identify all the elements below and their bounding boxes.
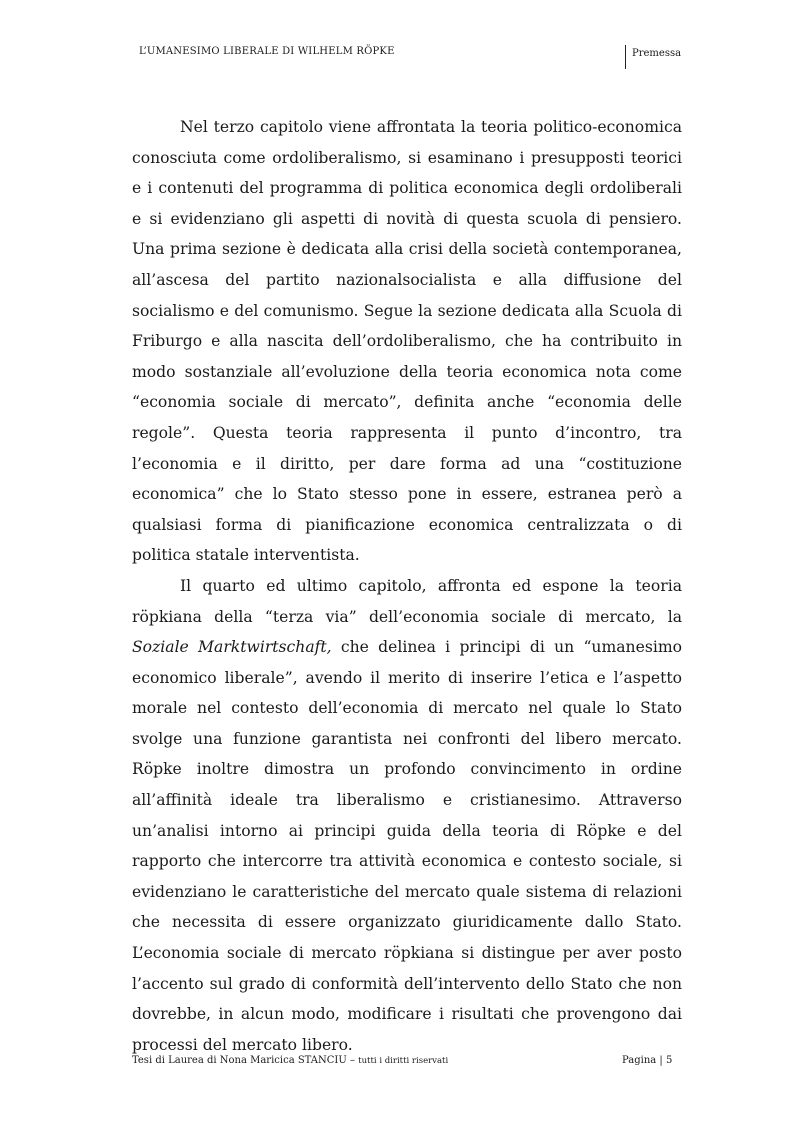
body-text — [132, 112, 682, 1060]
paragraph-2-end: che delinea i principi di un “umanesimo economico liberale”, avendo il merito di inserire l’etica e l’aspetto morale nel contesto dell’economia di mercato nel quale lo Stato svolge una funzione garantista nei confronti del libero mercato. Röpke inoltre dimostra un profondo convincimento in ordine all’affinità ideale tra liberalismo e cristianesimo. Attraverso un’analisi intorno ai principi guida della teoria di Röpke e del rapporto che intercorre tra attività economica e contesto sociale, si evidenziano le caratteristiche del mercato quale sistema di relazioni che necessita di essere organizzato giuridicamente dallo Stato. L’economia sociale di mercato röpkiana si distingue per aver posto l’accento sul grado di conformità dell’intervento dello Stato che non dovrebbe, in alcun modo, modificare i risultati che provengono dai processi del mercato libero. — [132, 638, 682, 1054]
running-title: L’UMANESIMO LIBERALE DI WILHELM RÖPKE — [139, 46, 395, 57]
paragraph-2 — [132, 571, 682, 1061]
page-number: Pagina | 5 — [622, 1055, 673, 1066]
footer-rights: tutti i diritti riservati — [358, 1056, 449, 1066]
italic-term: Soziale Marktwirtschaft, — [132, 638, 332, 657]
header-divider — [625, 45, 626, 69]
paragraph-2-start: Il quarto ed ultimo capitolo, affronta ed espone la teoria röpkiana della “terza via” dell’economia sociale di mercato, la — [132, 576, 682, 626]
paragraph-1: Nel terzo capitolo viene affrontata la teoria politico-economica conosciuta come ordoliberalismo, si esaminano i presupposti teorici e i contenuti del programma di politica economica degli ordoliberali e si evidenziano gli aspetti di novità di questa scuola di pensiero. Una prima sezione è dedicata alla crisi della società contemporanea, all’ascesa del partito nazionalsocialista e alla diffusione del socialismo e del comunismo. Segue la sezione dedicata alla Scuola di Friburgo e alla nascita dell’ordoliberalismo, che ha contribuito in modo sostanziale all’evoluzione della teoria economica nota come “economia sociale di mercato”, definita anche “economia delle regole”. Questa teoria rappresenta il punto d’incontro, tra l’economia e il diritto, per dare forma ad una “costituzione economica” che lo Stato stesso pone in essere, estranea però a qualsiasi forma di pianificazione economica centralizzata o di politica statale interventista. — [132, 118, 682, 565]
section-label: Premessa — [632, 48, 682, 59]
footer-author — [132, 1055, 448, 1066]
footer-author-text: Tesi di Laurea di Nona Maricica STANCIU – — [132, 1055, 359, 1066]
